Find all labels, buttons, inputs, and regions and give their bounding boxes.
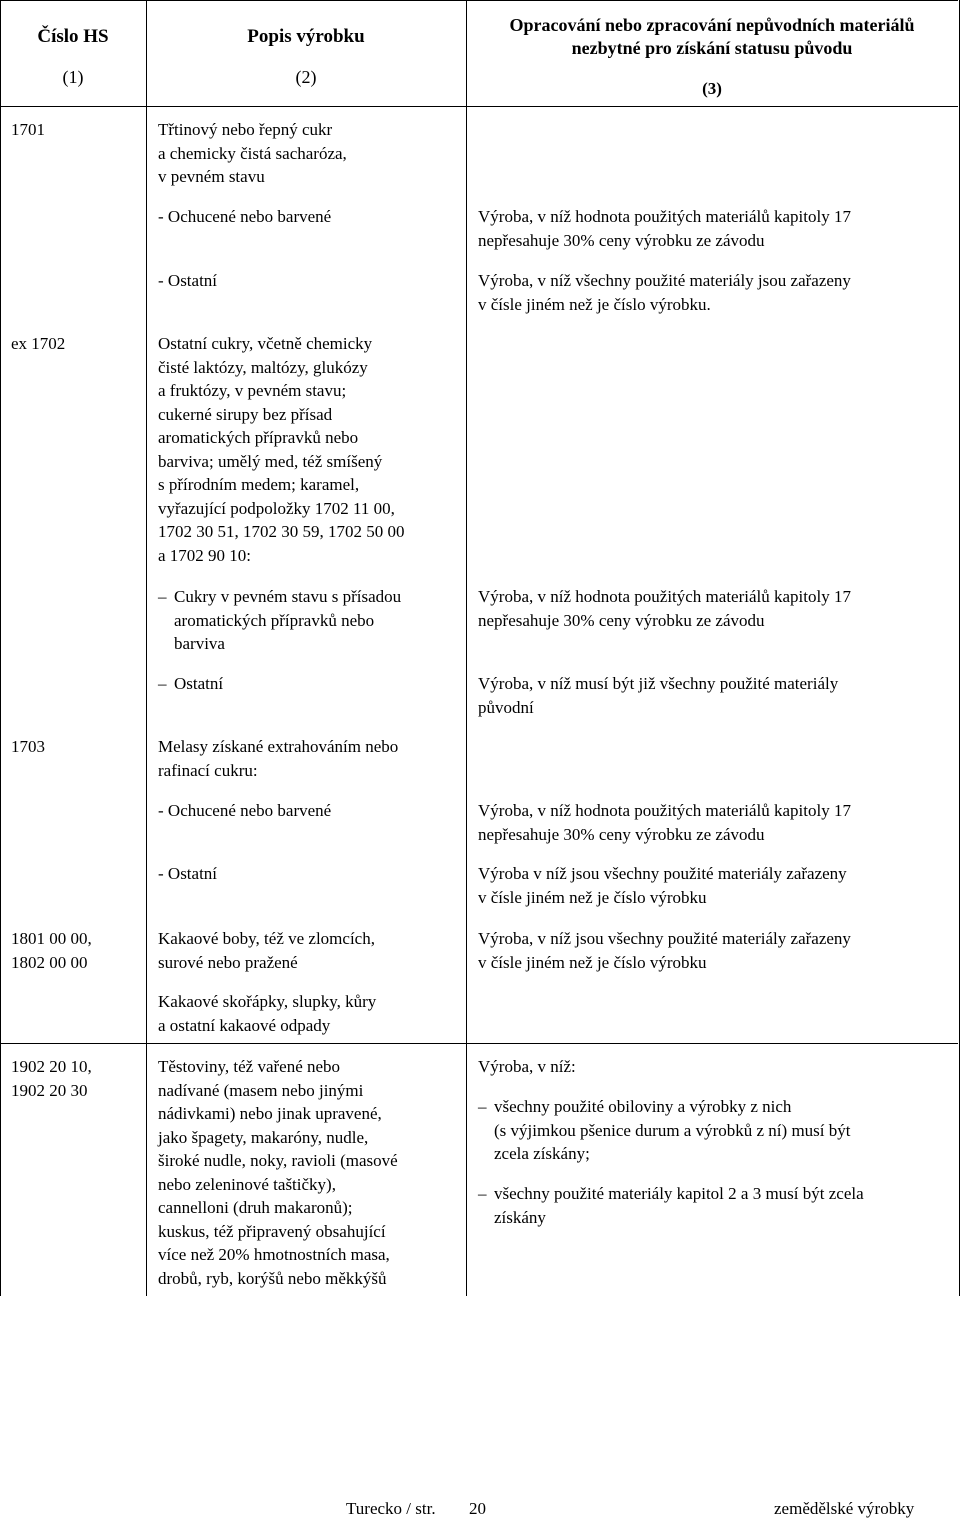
rule-line: v čísle jiném než je číslo výrobku: [478, 952, 707, 972]
rule-line: všechny použité obiloviny a výrobky z nich: [494, 1097, 792, 1116]
hs-code-ex1702: ex 1702: [11, 334, 66, 353]
rule-line: Výroba, v níž hodnota použitých materiálů kapitoly 17: [478, 801, 851, 820]
description-line: Cukry v pevném stavu s přísadou: [174, 587, 402, 606]
description-line: Třtinový nebo řepný cukr: [158, 120, 333, 139]
footer-country: Turecko / str.: [346, 1499, 436, 1518]
description-line: čisté laktózy, maltózy, glukózy: [158, 357, 368, 377]
dash-marker: –: [478, 1097, 487, 1116]
rule-line: získány: [494, 1207, 546, 1227]
rule-ex1702-other: [478, 672, 948, 719]
rule-1902-item-2: [478, 1182, 948, 1230]
rule-line: Výroba, v níž hodnota použitých materiálů kapitoly 17: [478, 587, 851, 606]
hs-code-1801-1802: [11, 927, 141, 974]
hs-code-1701: 1701: [11, 120, 45, 139]
description-line: Melasy získané extrahováním nebo: [158, 737, 399, 756]
hs-code-1703: 1703: [11, 737, 45, 756]
description-1701: [158, 118, 458, 189]
description-line: Těstoviny, též vařené nebo: [158, 1057, 341, 1076]
hs-code-line: 1902 20 30: [11, 1080, 88, 1100]
rule-line: v čísle jiném než je číslo výrobku: [478, 887, 707, 907]
header-col2-number: (2): [295, 67, 317, 87]
description-line: rafinací cukru:: [158, 760, 258, 780]
description-ex1702-flavoured-text: [174, 585, 401, 656]
column-divider-2: [466, 0, 467, 1296]
rule-1902-item-2-text: [494, 1182, 864, 1229]
description-line: kuskus, též připravený obsahující: [158, 1221, 386, 1241]
table-top-border: [0, 0, 958, 1]
description-1703-flavoured: - Ochucené nebo barvené: [158, 801, 332, 820]
description-line: nadívané (masem nebo jinými: [158, 1080, 364, 1100]
description-line: Kakaové skořápky, slupky, kůry: [158, 992, 377, 1011]
description-1902: [158, 1055, 458, 1290]
description-line: cannelloni (druh makaronů);: [158, 1198, 353, 1217]
description-ex1702-other: [158, 672, 458, 696]
description-line: nádivkami) nebo jinak upravené,: [158, 1104, 382, 1123]
hs-code-line: 1902 20 10,: [11, 1057, 92, 1076]
description-line: cukerné sirupy bez přísad: [158, 404, 333, 424]
description-line: barviva; umělý med, též smíšený: [158, 451, 383, 471]
description-ex1702-other-text: Ostatní: [174, 674, 224, 693]
description-line: široké nudle, noky, ravioli (masové: [158, 1151, 398, 1170]
rule-1902-item-1-text: [494, 1095, 850, 1166]
rule-line: zcela získány;: [494, 1144, 590, 1163]
rule-1703-flavoured: [478, 799, 948, 846]
rule-1801: [478, 927, 948, 974]
rule-line: původní: [478, 697, 534, 717]
rule-line: v čísle jiném než je číslo výrobku.: [478, 294, 711, 314]
description-line: barviva: [174, 634, 225, 653]
description-line: aromatických přípravků nebo: [158, 428, 359, 447]
rule-1902-intro: Výroba, v níž:: [478, 1057, 576, 1076]
rule-line: Výroba, v níž všechny použité materiály jsou zařazeny: [478, 271, 851, 290]
footer-section: zemědělské výrobky: [774, 1499, 915, 1518]
description-line: Ostatní cukry, včetně chemicky: [158, 334, 373, 353]
row-separator: [0, 1043, 958, 1044]
header-col3-number: (3): [702, 79, 722, 98]
hs-code-line: 1801 00 00,: [11, 929, 92, 948]
description-line: s přírodním medem; karamel,: [158, 475, 360, 494]
header-bottom-border: [0, 106, 958, 107]
rule-1701-other: [478, 269, 948, 316]
rule-line: nepřesahuje 30% ceny výrobku ze závodu: [478, 824, 765, 844]
description-line: v pevném stavu: [158, 167, 265, 186]
dash-marker: –: [158, 587, 167, 606]
rule-line: Výroba v níž jsou všechny použité materiály zařazeny: [478, 864, 847, 883]
rule-line: nepřesahuje 30% ceny výrobku ze závodu: [478, 610, 765, 630]
description-line: více než 20% hmotnostních masa,: [158, 1245, 390, 1264]
description-1701-flavoured: - Ochucené nebo barvené: [158, 207, 332, 226]
description-1701-other: - Ostatní: [158, 271, 218, 290]
description-line: Kakaové boby, též ve zlomcích,: [158, 929, 375, 948]
description-line: aromatických přípravků nebo: [174, 610, 375, 630]
description-line: a ostatní kakaové odpady: [158, 1015, 331, 1035]
description-line: jako špagety, makaróny, nudle,: [158, 1127, 369, 1147]
rule-line: nepřesahuje 30% ceny výrobku ze závodu: [478, 230, 765, 250]
dash-marker: –: [158, 674, 167, 693]
dash-marker: –: [478, 1184, 487, 1203]
description-1703: [158, 735, 458, 782]
description-ex1702: [158, 332, 458, 567]
header-col1-title: Číslo HS: [37, 26, 109, 47]
description-line: drobů, ryb, korýšů nebo měkkýšů: [158, 1268, 387, 1288]
description-1801: [158, 927, 458, 974]
footer-page-number: 20: [469, 1499, 486, 1518]
description-1802: [158, 990, 458, 1037]
hs-code-1902: [11, 1055, 141, 1102]
description-line: 1702 30 51, 1702 30 59, 1702 50 00: [158, 522, 405, 541]
header-col3-title-line2: nezbytné pro získání statusu původu: [571, 38, 853, 58]
description-line: surové nebo pražené: [158, 952, 298, 972]
rule-line: Výroba, v níž musí být již všechny použité materiály: [478, 674, 839, 693]
description-line: vyřazující podpoložky 1702 11 00,: [158, 498, 395, 518]
rule-1701-flavoured: [478, 205, 948, 252]
description-line: a 1702 90 10:: [158, 545, 252, 565]
rule-ex1702-flavoured: [478, 585, 948, 632]
description-line: a fruktózy, v pevném stavu;: [158, 381, 347, 400]
column-divider-1: [146, 0, 147, 1296]
rule-line: všechny použité materiály kapitol 2 a 3 musí být zcela: [494, 1184, 864, 1203]
rule-1902-item-1: [478, 1095, 948, 1167]
header-col3-title: [466, 14, 958, 60]
rule-line: Výroba, v níž hodnota použitých materiálů kapitoly 17: [478, 207, 851, 226]
description-1703-other: - Ostatní: [158, 864, 218, 883]
rule-line: (s výjimkou pšenice durum a výrobků z ní) musí být: [494, 1120, 851, 1140]
rule-line: Výroba, v níž jsou všechny použité materiály zařazeny: [478, 929, 851, 948]
rule-1703-other: [478, 862, 948, 909]
hs-code-line: 1802 00 00: [11, 952, 88, 972]
header-col3-title-line1: Opracování nebo zpracování nepůvodních materiálů: [509, 15, 915, 35]
description-line: nebo zeleninové taštičky),: [158, 1174, 336, 1194]
description-ex1702-flavoured: [158, 585, 458, 657]
header-col1-number: (1): [62, 67, 84, 87]
header-col2-title: Popis výrobku: [247, 26, 365, 47]
description-line: a chemicky čistá sacharóza,: [158, 143, 347, 163]
